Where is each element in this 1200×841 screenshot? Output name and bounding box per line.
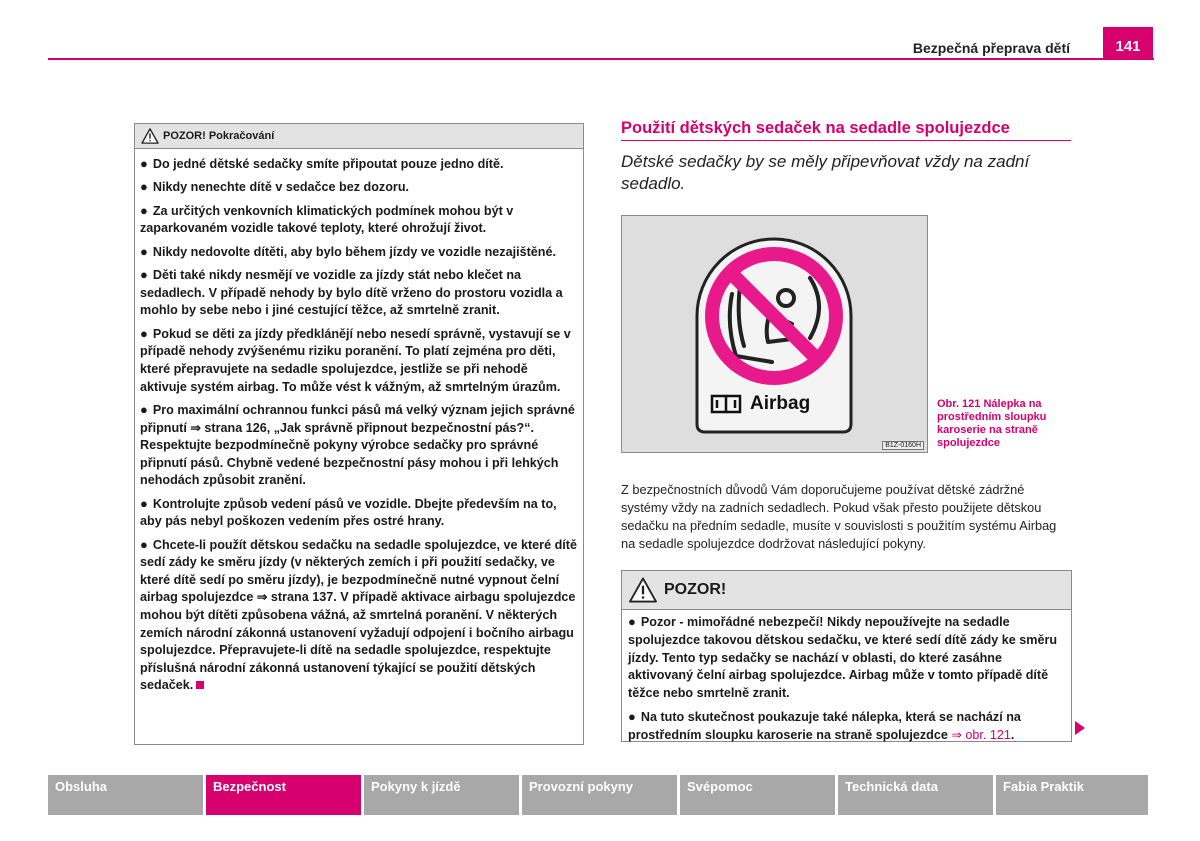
body-text: Z bezpečnostních důvodů Vám doporučujeme používat dětské zádržné systémy vždy na zadních sedadlech. Pokud však přesto použijete dětskou sedačku na předním sedadle, musíte v souvislosti s použitím systému Airbag na sedadle spolujezdce dodržovat následující pokyny. xyxy=(621,482,1057,551)
warning-triangle-icon xyxy=(628,577,658,603)
warning-item: ● Za určitých venkovních klimatických podmínek mohou být v zaparkovaném vozidle takové teploty, které ohrožují život. xyxy=(140,202,514,236)
warning-item: ● Do jedné dětské sedačky smíte připoutat pouze jedno dítě. xyxy=(140,156,504,171)
warning-item: ● Nikdy nedovolte dítěti, aby bylo během jízdy ve vozidle nezajištěné. xyxy=(140,243,556,259)
warning-header xyxy=(622,571,1071,610)
header-rule xyxy=(48,58,1154,60)
nav-tab-provozni-pokyny[interactable]: Provozní pokyny xyxy=(522,775,677,815)
warning-box xyxy=(621,570,1072,742)
running-header-title: Bezpečná přeprava dětí xyxy=(912,40,1070,56)
warning-item: ● Pro maximální ochrannou funkci pásů má velký význam jejich správné připnutí ⇒ strana 126, „Jak správně připnout bezpečnostní pás?“. Respektujte bezpodmínečně pokyny výrobce sedačky pro správné připnutí pásů. Chybně vedené bezpečnostní pásy mohou i při lehkých nehodách způsobit zranění. xyxy=(140,401,575,488)
warning-item: ● Chcete-li použít dětskou sedačku na sedadle spolujezdce, ve které dítě sedí zády ke směru jízdy (v některých zemích i při použití sedačky, ve které dítě sedí po směru jízdy), je bezpodmínečně nutné vypnout čelní airbag spolujezdce ⇒ strana 137. V případě aktivace airbagu spolujezdce mohou být dítěti způsobena vážná, až smrtelná poranění. V některých zemích národní zákonná ustanovení vyžadují odpojení i bočního airbagu spolujezdce. Přepravujete-li dítě na sedadle spolujezdce, respektujte příslušná národní zákonná ustanovení týkající se použití dětských sedaček. xyxy=(140,536,577,693)
section-intro: Dětské sedačky by se měly připevňovat vždy na zadní sedadlo. xyxy=(621,152,1030,193)
section-title: Použití dětských sedaček na sedadle spolujezdce xyxy=(621,119,1010,137)
continue-arrow-icon xyxy=(1075,721,1085,735)
nav-tab-fabia-praktik[interactable]: Fabia Praktik xyxy=(996,775,1148,815)
warning-item: ● Nikdy nenechte dítě v sedačce bez dozoru. xyxy=(140,179,410,195)
warning-heading: POZOR! xyxy=(664,581,727,598)
nav-tab-obsluha[interactable]: Obsluha xyxy=(48,775,203,815)
sticker-label: Airbag xyxy=(750,393,811,414)
warning-list xyxy=(622,610,1071,745)
warning-continued-heading: POZOR! Pokračování xyxy=(163,130,275,142)
warning-triangle-icon xyxy=(141,128,159,144)
page-number: 141 xyxy=(1103,27,1153,60)
figure-reference-link[interactable]: ⇒ obr. 121 xyxy=(951,727,1011,742)
warning-continued-header xyxy=(135,124,583,149)
nav-tab-bezpecnost[interactable]: Bezpečnost xyxy=(206,775,361,815)
warning-item: ● Kontrolujte způsob vedení pásů ve vozidle. Dbejte především na to, aby pás nebyl poškozen vedením přes ostré hrany. xyxy=(140,495,557,529)
nav-tab-technicka-data[interactable]: Technická data xyxy=(838,775,993,815)
figure-code: B1Z-0160H xyxy=(882,441,924,450)
nav-tab-pokyny-k-jizde[interactable]: Pokyny k jízdě xyxy=(364,775,519,815)
warning-continued-box xyxy=(134,123,584,745)
warning-item: ● Na tuto skutečnost poukazuje také nálepka, která se nachází na prostředním sloupku karoserie na straně spolujezdce ⇒ obr. 121. xyxy=(628,708,1021,742)
end-marker-icon xyxy=(196,681,204,689)
no-rear-facing-seat-sticker-icon xyxy=(622,216,927,452)
warning-item: ● Děti také nikdy nesmějí ve vozidle za jízdy stát nebo klečet na sedadlech. V případě nehody by bylo dítě vrženo do prostoru vozidla a mohlo by sebe nebo i jiné cestující těžce, až smrtelně zranit. xyxy=(140,267,563,318)
warning-item: ● Pozor - mimořádné nebezpečí! Nikdy nepoužívejte na sedadle spolujezdce takovou dětskou sedačku, ve které sedí dítě zády ke směru jízdy. Tento typ sedačky se nachází v oblasti, do které zasáhne aktivovaný čelní airbag spolujezdce. Airbag může v tomto případě dítě těžce nebo smrtelně zranit. xyxy=(628,614,1058,701)
chapter-nav xyxy=(48,775,1153,815)
figure-airbag-sticker xyxy=(621,215,928,453)
warning-item: ● Pokud se děti za jízdy předklánějí nebo nesedí správně, vystavují se v případě nehody zvýšenému riziku poranění. To platí zejména pro děti, které přepravujete na sedadle spolujezdce, jestliže se při nehodě aktivuje systém airbag. To může vést k vážným, až smrtelným úrazům. xyxy=(140,325,571,394)
section-title-rule xyxy=(621,140,1071,141)
figure-caption: Obr. 121 Nálepka na prostředním sloupku karoserie na straně spolujezdce xyxy=(937,398,1047,449)
nav-tab-svepomoc[interactable]: Svépomoc xyxy=(680,775,835,815)
warning-continued-list xyxy=(135,149,583,695)
